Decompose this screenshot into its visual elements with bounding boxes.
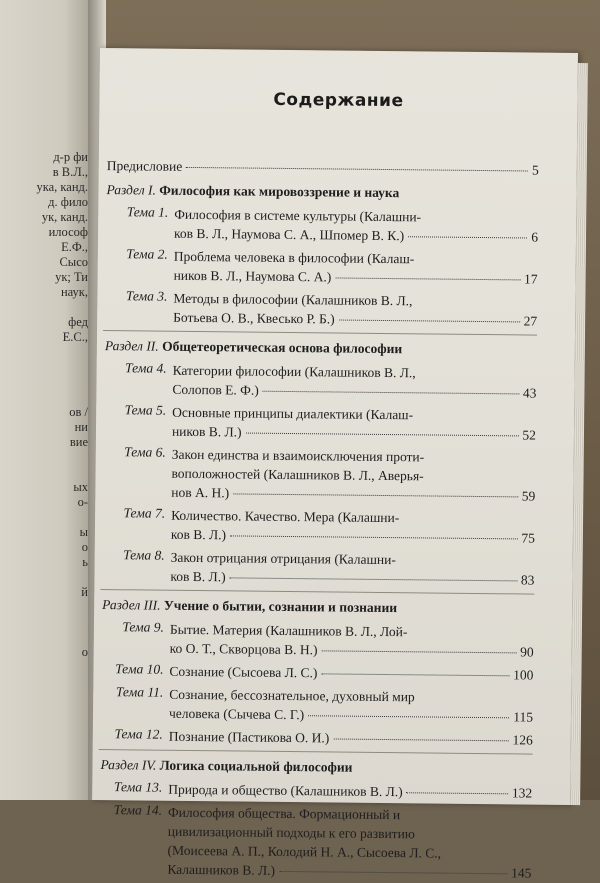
section-label: Раздел IV. — [100, 757, 157, 773]
dot-leader — [230, 535, 517, 539]
topic-line-text: Философия общества. Формационный и — [167, 804, 401, 823]
page-number: 59 — [521, 488, 536, 504]
topic-entry — [174, 205, 538, 247]
topic-label: Тема 9. — [122, 619, 165, 635]
topic-entry — [170, 548, 534, 590]
left-page-fragment: д-р фи — [53, 150, 88, 164]
topic-entry — [171, 445, 536, 506]
page-title: Содержание — [273, 89, 404, 112]
contents-page — [92, 48, 578, 881]
dot-leader — [263, 391, 519, 395]
section-divider — [99, 749, 533, 755]
left-page-fragment: Е.Ф., — [61, 240, 88, 254]
dot-leader — [321, 650, 516, 653]
left-page-fragment — [8, 450, 88, 465]
left-page-fragment — [8, 615, 88, 630]
topic-line-text: Природа и общество (Калашников В. Л.) — [168, 781, 403, 800]
left-page-fragment: Сысо — [59, 255, 88, 269]
topic-entry — [167, 803, 532, 883]
topic-line-text: Бытие. Материя (Калашников В. Л., Лой- — [169, 621, 408, 640]
left-page-fragment: ов / — [69, 405, 88, 419]
topic-line-text: Философия в системе культуры (Калашни- — [174, 206, 422, 225]
page-number: 126 — [512, 732, 533, 748]
section-heading — [106, 182, 399, 201]
topic-line — [171, 483, 535, 506]
topic-line-text: ков В. Л., Наумова С. А., Шпомер В. К.) — [173, 225, 405, 244]
dot-leader — [233, 493, 518, 497]
left-page-fragment — [8, 360, 88, 375]
left-page-fragment — [8, 345, 88, 360]
dot-leader — [186, 167, 528, 172]
section-heading — [105, 338, 403, 357]
left-page-fragment: ук; Ти — [55, 270, 88, 284]
left-page-fragment — [8, 510, 88, 525]
left-page-fragment — [8, 570, 88, 585]
left-page-fragment: илософ — [48, 225, 88, 239]
topic-line-text: ников В. Л.) — [171, 423, 242, 440]
section-label: Раздел II. — [104, 338, 159, 354]
topic-line — [167, 860, 531, 883]
section-label: Раздел I. — [106, 182, 156, 198]
table-of-contents — [99, 158, 577, 881]
topic-label: Тема 11. — [115, 684, 164, 700]
topic-line-text: (Моисеева А. П., Колодий Н. А., Сысоева Л. С., — [167, 842, 442, 861]
page-number: 5 — [531, 162, 539, 178]
dot-leader — [335, 277, 520, 280]
topic-entry — [172, 403, 536, 445]
left-page-fragment — [8, 375, 88, 390]
section-label: Раздел III. — [102, 597, 161, 613]
topic-entry — [174, 247, 538, 289]
topic-entry — [169, 662, 533, 685]
left-page-fragment — [8, 630, 88, 645]
section-title: Философия как мировоззрение и наука — [159, 182, 400, 201]
topic-line-text: цивилизационный подходы к его развитию — [167, 823, 416, 842]
left-page-fragment — [8, 390, 88, 405]
topic-line-text: Познание (Пастикова О. И.) — [168, 728, 330, 746]
page-number: 115 — [513, 709, 534, 725]
topic-line-text: Солопов Е. Ф.) — [172, 381, 259, 398]
topic-line — [174, 266, 538, 289]
topic-line — [169, 727, 533, 750]
topic-line — [169, 662, 533, 685]
topic-line — [174, 224, 538, 247]
section-title: Учение о бытии, сознании и познании — [163, 597, 398, 616]
topic-line — [172, 380, 536, 403]
topic-line-text: ко О. Т., Скворцова В. Н.) — [169, 640, 318, 658]
topic-line-text: Сознание (Сысоева Л. С.) — [169, 663, 318, 681]
topic-line-text: воположностей (Калашников В. Л., Аверья- — [171, 465, 424, 484]
topic-label: Тема 3. — [125, 288, 168, 304]
preface-label: Предисловие — [106, 158, 183, 174]
dot-leader — [339, 320, 520, 323]
page-number: 83 — [520, 572, 535, 588]
page-number: 145 — [511, 865, 532, 881]
topic-label: Тема 13. — [113, 779, 163, 795]
topic-line — [169, 704, 533, 727]
left-page-fragment: й — [81, 585, 88, 599]
preface-entry — [107, 158, 539, 179]
left-page-fragment: о — [81, 645, 88, 659]
page-number: 17 — [524, 271, 538, 287]
topic-line-text: Категории философии (Калашников В. Л., — [172, 362, 416, 381]
topic-line-text: ков В. Л.) — [170, 568, 226, 585]
left-page-text-fragments — [8, 150, 88, 660]
page-number: 27 — [523, 313, 538, 329]
left-page-fragment — [8, 465, 88, 480]
dot-leader — [230, 577, 517, 581]
left-page-fragment: о- — [77, 495, 88, 509]
dot-leader — [333, 738, 508, 741]
topic-line-text: ков В. Л.) — [170, 526, 227, 543]
topic-label: Тема 5. — [124, 402, 167, 418]
page-number: 6 — [531, 229, 539, 245]
page-number: 52 — [522, 427, 537, 443]
dot-leader — [321, 673, 509, 676]
topic-line — [168, 780, 532, 803]
topic-line-text: Закон отрицания отрицания (Калашни- — [170, 549, 396, 568]
left-page-fragment — [8, 600, 88, 615]
topic-label: Тема 8. — [123, 547, 165, 563]
page-number: 100 — [513, 667, 534, 683]
topic-label: Тема 7. — [123, 505, 166, 521]
dot-leader — [246, 433, 519, 437]
section-divider — [100, 589, 534, 595]
left-page-fragment: ы — [79, 525, 88, 539]
topic-entry — [168, 780, 532, 803]
section-title: Логика социальной философии — [159, 757, 353, 775]
topic-entry — [169, 685, 533, 727]
topic-entry — [169, 727, 533, 750]
section-heading — [100, 757, 352, 776]
left-page-fragment: ука, канд. — [36, 180, 88, 194]
topic-line-text: нов А. Н.) — [171, 484, 230, 501]
page-number: 132 — [511, 785, 533, 801]
topic-line — [170, 567, 534, 590]
left-page-fragment: ь — [82, 555, 88, 569]
topic-label: Тема 6. — [124, 444, 166, 460]
topic-label: Тема 4. — [125, 360, 167, 376]
left-page-fragment: ни — [74, 420, 88, 434]
left-page-fragment: фед — [68, 315, 88, 329]
topic-line-text: Проблема человека в философии (Калаш- — [173, 248, 415, 267]
left-page-fragment: д. фило — [48, 195, 88, 209]
dot-leader — [279, 871, 507, 874]
topic-line-text: Методы в философии (Калашников В. Л., — [173, 290, 413, 309]
topic-line-text: ников В. Л., Наумова С. А.) — [173, 267, 332, 285]
left-page-fragment: ук, канд. — [41, 210, 88, 224]
left-page-fragment: о — [81, 540, 88, 554]
topic-line-text: человека (Сычева С. Г.) — [168, 705, 305, 723]
dot-leader — [407, 792, 508, 794]
left-page-fragment — [8, 300, 88, 315]
topic-line-text: Закон единства и взаимоисключения проти- — [171, 446, 425, 465]
section-divider — [103, 330, 537, 336]
topic-label: Тема 10. — [115, 661, 164, 677]
section-heading — [102, 597, 397, 616]
topic-line-text: Калашников В. Л.) — [167, 861, 276, 878]
left-page-fragment: ых — [73, 480, 88, 494]
left-page — [0, 0, 92, 800]
topic-label: Тема 2. — [126, 246, 168, 262]
page-number: 75 — [521, 530, 535, 546]
topic-line — [171, 525, 535, 548]
topic-line-text: Ботьева О. В., Квесько Р. Б.) — [173, 309, 335, 327]
left-page-fragment: Е.С., — [62, 330, 88, 344]
topic-line — [170, 639, 534, 662]
topic-line-text: Основные принципы диалектики (Калаш- — [172, 404, 414, 423]
dot-leader — [308, 715, 509, 718]
topic-line-text: Сознание, бессознательное, духовный мир — [169, 686, 415, 705]
topic-entry — [172, 361, 536, 403]
left-page-fragment: вие — [69, 435, 88, 449]
page-number: 90 — [520, 644, 534, 660]
topic-label: Тема 14. — [113, 802, 163, 818]
left-page-fragment: наук, — [60, 285, 88, 299]
topic-line — [173, 308, 537, 331]
topic-entry — [171, 506, 535, 548]
section-title: Общетеоретическая основа философии — [162, 338, 403, 357]
topic-label: Тема 12. — [114, 726, 163, 742]
topic-line — [172, 422, 536, 445]
topic-entry — [170, 620, 534, 662]
left-page-fragment: в В.Л., — [52, 165, 88, 179]
topic-entry — [173, 289, 537, 331]
dot-leader — [408, 236, 527, 238]
topic-line-text: Количество. Качество. Мера (Калашни- — [171, 507, 400, 526]
page-number: 43 — [522, 385, 537, 401]
topic-label: Тема 1. — [126, 204, 169, 220]
